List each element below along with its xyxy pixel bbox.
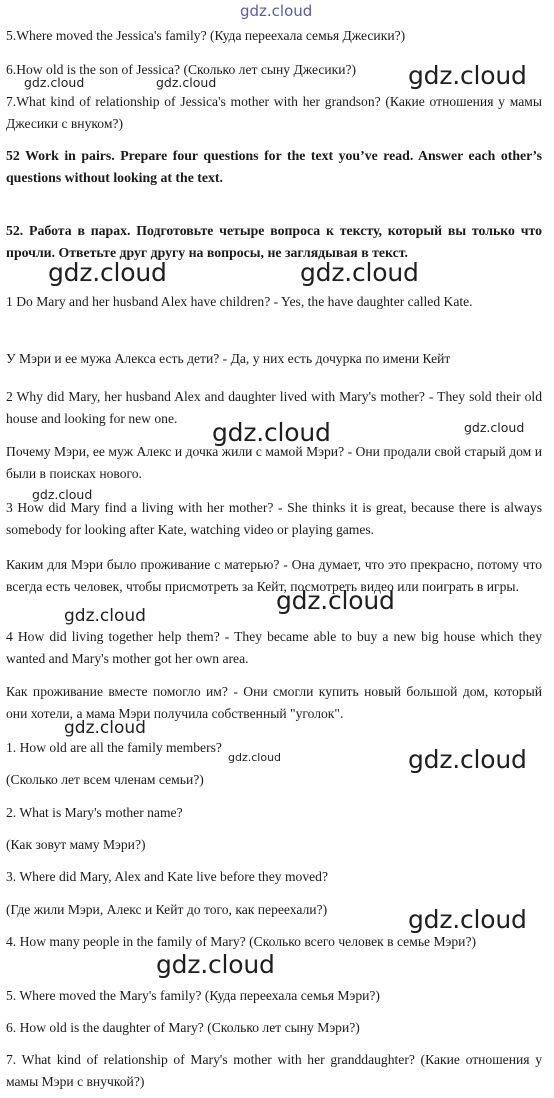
question-3-english: 3. Where did Mary, Alex and Kate live before they moved? [6, 869, 328, 884]
question-1-russian: (Сколько лет всем членам семьи?) [6, 772, 204, 787]
question-2-russian: (Как зовут маму Мэри?) [6, 837, 146, 852]
question-3-russian: (Где жили Мэри, Алекс и Кейт до того, как переехали?) [6, 902, 328, 917]
answer-2-english: 2 Why did Mary, her husband Alex and daughter lived with Mary's mother? - They sold their old house and looking for new one. [6, 389, 542, 426]
answer-2-russian: Почему Мэри, ее муж Алекс и дочка жили с мамой Мэри? - Они продали свой старый дом и были в поисках нового. [6, 444, 542, 481]
watermark: gdz.cloud [64, 718, 146, 738]
answer-3-russian: Каким для Мэри было проживание с матерью? - Она думает, что это прекрасно, потому что всегда есть человек, чтобы присмотреть за Кейт, посмотреть видео или поиграть в игры. [6, 557, 542, 594]
watermark: gdz.cloud [276, 586, 395, 615]
question-1-english: 1. How old are all the family members? [6, 740, 222, 755]
answer-3-english: 3 How did Mary find a living with her mother? - She thinks it is great, because there is always somebody for looking after Kate, watching video or playing games. [6, 500, 542, 537]
task-52-english: 52 Work in pairs. Prepare four questions for the text you’ve read. Answer each other’s questions without looking at the text. [6, 148, 542, 185]
answer-4-russian: Как проживание вместе помогло им? - Они смогли купить новый большой дом, который они хотели, а мама Мэри получила собственный "уголок". [6, 684, 542, 721]
watermark: gdz.cloud [408, 745, 527, 774]
question-5: 5. Where moved the Mary's family? (Куда переехала семья Мэри?) [6, 988, 380, 1003]
watermark: gdz.cloud [464, 420, 525, 435]
watermark: gdz.cloud [408, 905, 527, 934]
question-7-jessica: 7.What kind of relationship of Jessica's mother with her grandson? (Какие отношения у мамы Джесики с внуком?) [6, 94, 542, 131]
question-2-english: 2. What is Mary's mother name? [6, 805, 183, 820]
watermark: gdz.cloud [156, 950, 275, 979]
task-52-russian: 52. Работа в парах. Подготовьте четыре вопроса к тексту, который вы только что прочли. Ответьте друг другу на вопросы, не заглядывая в текст. [6, 223, 542, 260]
watermark: gdz.cloud [408, 61, 527, 90]
answer-1-english: 1 Do Mary and her husband Alex have children? - Yes, the have daughter called Kate. [6, 294, 473, 309]
watermark: gdz.cloud [212, 418, 331, 447]
watermark: gdz.cloud [64, 606, 146, 626]
question-7: 7. What kind of relationship of Mary's mother with her granddaughter? (Какие отношения у мамы Мэри с внучкой?) [6, 1052, 542, 1089]
answer-4-english: 4 How did living together help them? - They became able to buy a new big house which they wanted and Mary's mother got her own area. [6, 629, 542, 666]
watermark: gdz.cloud [300, 258, 419, 287]
question-6: 6. How old is the daughter of Mary? (Сколько лет сыну Мэри?) [6, 1020, 360, 1035]
question-5-jessica: 5.Where moved the Jessica's family? (Куда переехала семья Джесики?) [6, 28, 406, 43]
answer-1-russian: У Мэри и ее мужа Алекса есть дети? - Да, у них есть дочурка по имени Кейт [6, 351, 451, 366]
watermark: gdz.cloud [32, 487, 93, 502]
question-4: 4. How many people in the family of Mary? (Сколько всего человек в семье Мэри?) [6, 934, 476, 949]
watermark: gdz.cloud [24, 75, 85, 90]
watermark: gdz.cloud [228, 751, 282, 764]
watermark: gdz.cloud [48, 258, 167, 287]
watermark: gdz.cloud [156, 75, 217, 90]
question-6-jessica: 6.How old is the son of Jessica? (Сколько лет сыну Джесики?) [6, 62, 357, 77]
watermark: gdz.cloud [240, 2, 313, 20]
